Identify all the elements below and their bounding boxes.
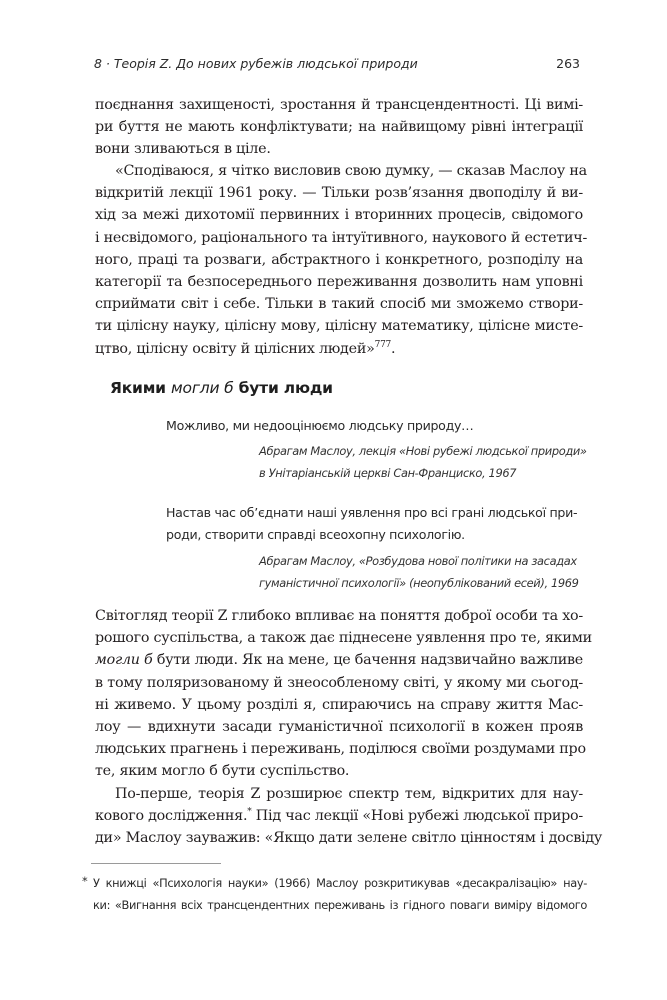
text-line: Абрагам Маслоу, лекція «Нові рубежі людської природи»	[259, 444, 587, 458]
text-line: Світогляд теорії Z глибоко впливає на поняття доброї особи та хо-	[95, 608, 583, 624]
footnote	[82, 873, 587, 916]
text-line: лоу — вдихнути засади гуманістичної психології в кожен прояв	[95, 719, 583, 736]
paragraph-first-point	[95, 783, 603, 850]
heading-text: Якими	[110, 379, 172, 397]
punctuation: .	[391, 340, 396, 357]
text-line: поєднання захищеності, зростання й трансцендентності. Ці вимі-	[95, 97, 583, 113]
text-line	[95, 649, 583, 671]
epigraph-2-quote	[166, 502, 582, 546]
epigraph-1-attribution	[259, 440, 589, 484]
text-line: Можливо, ми недооцінюємо людську природу…	[166, 418, 474, 433]
epigraph-2-attribution	[259, 550, 589, 594]
text-line: «Сподіваюся, я чітко висловив свою думку, — сказав Маслоу на	[115, 163, 587, 179]
text-line: Настав час об’єднати наші уявлення про всі грані людської при-	[166, 505, 578, 520]
emphasis: могли б	[95, 652, 153, 669]
heading-emphasis: могли б	[171, 379, 234, 397]
text-line: ного, праці та розваги, абстрактного і конкретного, розподілу на	[95, 251, 583, 268]
text-line: гуманістичної психології» (неопублікований есей), 1969	[259, 576, 579, 590]
heading-text: бути люди	[233, 379, 333, 397]
text-line: і несвідомого, раціонального та інтуїтивного, наукового й естетич-	[95, 229, 588, 246]
paragraph-continued	[95, 94, 583, 161]
page-number: 263	[556, 56, 580, 71]
text-line: вони зливаються в ціле.	[95, 141, 271, 158]
section-heading	[110, 379, 333, 397]
text-line: Абрагам Маслоу, «Розбудова нової політики на засадах	[259, 554, 577, 568]
text-line: По-перше, теорія Z розширює спектр тем, відкритих для нау-	[115, 786, 583, 802]
line-text: цтво, цілісну освіту й цілісних людей»	[95, 340, 375, 357]
paragraph-theory-z-worldview	[95, 605, 592, 783]
text-line	[95, 338, 583, 360]
text-line: людських прагнень і переживань, поділюся своїми роздумами про	[95, 741, 586, 758]
text-line: ки: «Вигнання всіх трансцендентних переживань із гідного поваги виміру відомого	[93, 897, 587, 912]
text-line: категорії та безпосереднього переживання дозволить нам уповні	[95, 274, 583, 291]
chapter-title: 8 · Теорія Z. До нових рубежів людської природи	[94, 56, 418, 71]
footnote-divider	[91, 863, 221, 864]
line-text: бути люди. Як на мене, це бачення надзвичайно важливе	[152, 652, 583, 669]
epigraph-1-quote	[166, 415, 582, 437]
running-head	[94, 56, 580, 76]
text-line: ди» Маслоу зауважив: «Якщо дати зелене світло цінностям і досвіду	[95, 830, 603, 847]
text-line: рошого суспільства, а також дає піднесене уявлення про те, якими	[95, 630, 592, 647]
line-text: кового дослідження.	[95, 808, 248, 825]
text-line: ні живемо. У цьому розділі я, спираючись на справу життя Мас-	[95, 696, 583, 713]
text-line: У книжці «Психологія науки» (1966) Маслоу розкритикував «десакралізацію» нау-	[93, 876, 587, 890]
footnote-ref-star[interactable]: *	[247, 807, 252, 818]
text-line: в Унітаріанській церкві Сан-Франциско, 1967	[259, 466, 517, 480]
text-line: хід за межі дихотомії первинних і вторинних процесів, свідомого	[95, 207, 583, 224]
endnote-ref-777[interactable]: 777	[374, 339, 392, 350]
text-line: сприймати світ і себе. Тільки в такий спосіб ми зможемо створи-	[95, 296, 583, 313]
text-line: те, яким могло б бути суспільство.	[95, 763, 350, 780]
text-line: роди, створити справді всеохопну психологію.	[166, 527, 465, 542]
text-line	[95, 805, 583, 827]
text-line: ри буття не мають конфліктувати; на найвищому рівні інтеграції	[95, 119, 583, 136]
paragraph-maslow-quote	[95, 160, 588, 360]
text-line: ти цілісну науку, цілісну мову, цілісну математику, цілісне мисте-	[95, 318, 583, 335]
footnote-marker: *	[82, 874, 88, 888]
text-line: відкритій лекції 1961 року. — Тільки розв’язання двоподілу й ви-	[95, 185, 583, 202]
text-line: в тому поляризованому й знеособленому світі, у якому ми сьогод-	[95, 674, 583, 691]
line-text: Під час лекції «Нові рубежі людської приро-	[251, 808, 583, 825]
